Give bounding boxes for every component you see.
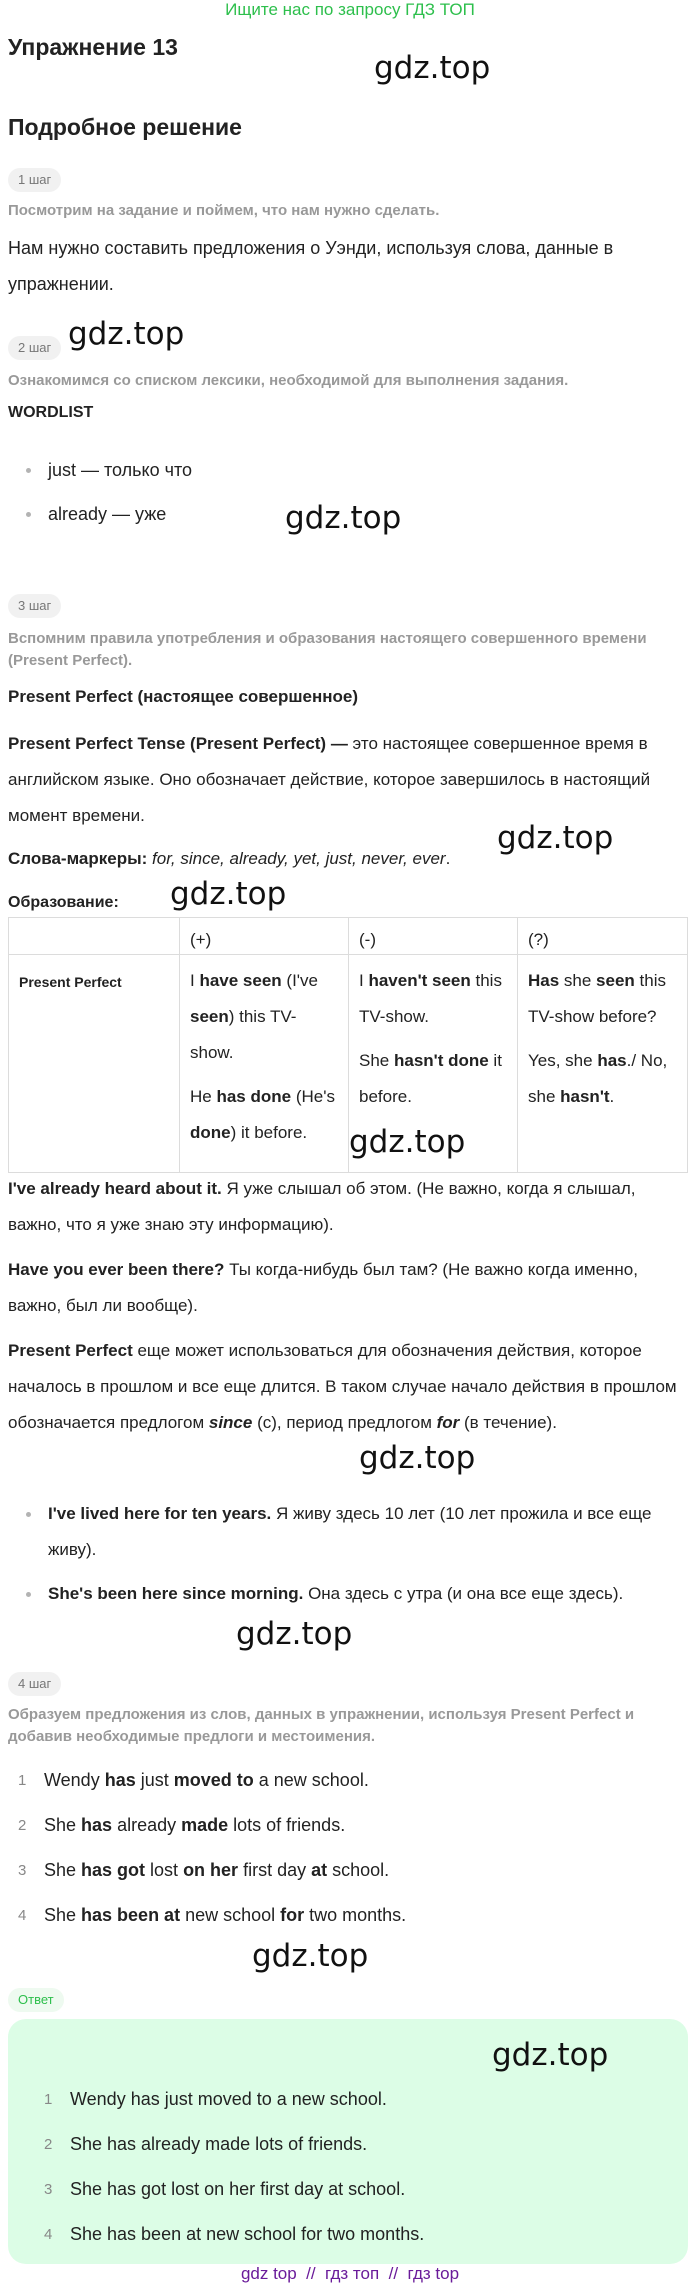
- step-3-hint: Вспомним правила употребления и образования настоящего совершенного времени (Present Perfect).: [8, 630, 647, 669]
- present-perfect-continuing-use: Present Perfect еще может использоваться для обозначения действия, которое началось в прошлом и все еще длится. В таком случае начало действия в прошлом обозначается предлогом since (с), период предлогом for (в течение).: [8, 1341, 677, 1432]
- step-1-text: Нам нужно составить предложения о Уэнди, используя слова, данные в упражнении.: [8, 238, 614, 294]
- table-header-cell: (?): [518, 918, 688, 955]
- wordlist-title: WORDLIST: [8, 404, 94, 421]
- example-2-translation: Ты когда-нибудь был там? (Не важно когда именно, важно, был ли вообще).: [8, 1260, 638, 1315]
- table-cell-line: Has she seen this TV-show before?: [528, 971, 666, 1026]
- table-cell-line: I have seen (I've seen) this TV-show.: [190, 971, 318, 1062]
- list-item: 4 She has been at new school for two months.: [18, 1905, 407, 1925]
- answer-box: [8, 2019, 688, 2264]
- row-label: Present Perfect: [9, 955, 180, 1173]
- watermark: gdz.top: [170, 876, 287, 912]
- exercise-title: Упражнение 13: [8, 34, 178, 60]
- table-header-cell: (-): [349, 918, 518, 955]
- top-banner[interactable]: Ищите нас по запросу ГДЗ ТОП: [225, 0, 475, 19]
- watermark: gdz.top: [497, 820, 614, 856]
- list-item: I've lived here for ten years. Я живу здесь 10 лет (10 лет прожила и все еще живу).: [18, 1496, 688, 1568]
- answer-list: [44, 2077, 674, 2257]
- table-header-cell: [9, 918, 180, 955]
- table-cell-line: Yes, she has./ No, she hasn't.: [528, 1051, 668, 1106]
- watermark: gdz.top: [68, 316, 185, 352]
- list-item: 3 She has got lost on her first day at school.: [44, 2179, 406, 2199]
- table-header-cell: (+): [180, 918, 349, 955]
- list-item: 2 She has already made lots of friends.: [44, 2134, 368, 2154]
- solution-title: Подробное решение: [8, 114, 242, 140]
- formation-label: Образование:: [8, 894, 119, 911]
- table-cell-positive: [180, 955, 349, 1173]
- step-1-badge: 1 шаг: [8, 168, 61, 192]
- table-row: [9, 955, 688, 1173]
- list-item: 1 Wendy has just moved to a new school.: [44, 2089, 387, 2109]
- watermark: gdz.top: [492, 2037, 609, 2073]
- since-for-examples: [18, 1496, 688, 1612]
- bottom-links[interactable]: gdz top // гдз топ // гдз top: [240, 2264, 460, 2283]
- table-cell-line: She hasn't done it before.: [359, 1051, 502, 1106]
- list-item: 3 She has got lost on her first day at school.: [18, 1860, 390, 1880]
- markers-label: Слова-маркеры:: [8, 849, 148, 868]
- watermark: gdz.top: [236, 1616, 353, 1652]
- step-3-badge: 3 шаг: [8, 594, 61, 618]
- example-2-english: Have you ever been there?: [8, 1260, 225, 1279]
- list-item: 2 She has already made lots of friends.: [18, 1815, 346, 1835]
- watermark: gdz.top: [359, 1440, 476, 1476]
- watermark: gdz.top: [349, 1124, 466, 1160]
- watermark: gdz.top: [252, 1938, 369, 1974]
- step-3-heading: Present Perfect (настоящее совершенное): [8, 687, 359, 706]
- answer-badge: Ответ: [8, 1988, 64, 2012]
- list-item: She's been here since morning. Она здесь с утра (и она все еще здесь).: [18, 1576, 688, 1612]
- step-4-hint: Образуем предложения из слов, данных в упражнении, используя Present Perfect и добавив необходимые предлоги и местоимения.: [8, 1706, 635, 1745]
- definition-text: это настоящее совершенное время в английском языке. Оно обозначает действие, которое завершилось в настоящий момент времени.: [8, 734, 651, 825]
- watermark: gdz.top: [374, 50, 491, 86]
- list-item: just — только что: [18, 452, 688, 496]
- example-1-english: I've already heard about it.: [8, 1179, 222, 1198]
- list-item: already — уже: [18, 496, 688, 540]
- example-1-translation: Я уже слышал об этом. (Не важно, когда я слышал, важно, что я уже знаю эту информацию).: [8, 1179, 636, 1234]
- list-item: 1 Wendy has just moved to a new school.: [18, 1770, 369, 1790]
- markers-list: for, since, already, yet, just, never, ever: [147, 849, 446, 868]
- solution-list: [18, 1758, 688, 1938]
- present-perfect-definition: [8, 726, 688, 834]
- table-cell-line: He has done (He's done) it before.: [190, 1087, 335, 1142]
- step-4-badge: 4 шаг: [8, 1672, 61, 1696]
- formation-table: [8, 917, 688, 1173]
- table-cell-line: I haven't seen this TV-show.: [359, 971, 502, 1026]
- list-item: 4 She has been at new school for two months.: [44, 2224, 425, 2244]
- example-2: [8, 1252, 688, 1324]
- step-2-hint: Ознакомимся со списком лексики, необходимой для выполнения задания.: [8, 372, 569, 389]
- definition-term: Present Perfect Tense (Present Perfect) —: [8, 734, 348, 753]
- markers-end: .: [445, 849, 451, 868]
- table-cell-question: [518, 955, 688, 1173]
- example-1: [8, 1171, 688, 1243]
- step-2-badge: 2 шаг: [8, 336, 61, 360]
- watermark: gdz.top: [285, 500, 402, 536]
- table-header-row: [9, 918, 688, 955]
- step-1-hint: Посмотрим на задание и поймем, что нам нужно сделать.: [8, 202, 440, 219]
